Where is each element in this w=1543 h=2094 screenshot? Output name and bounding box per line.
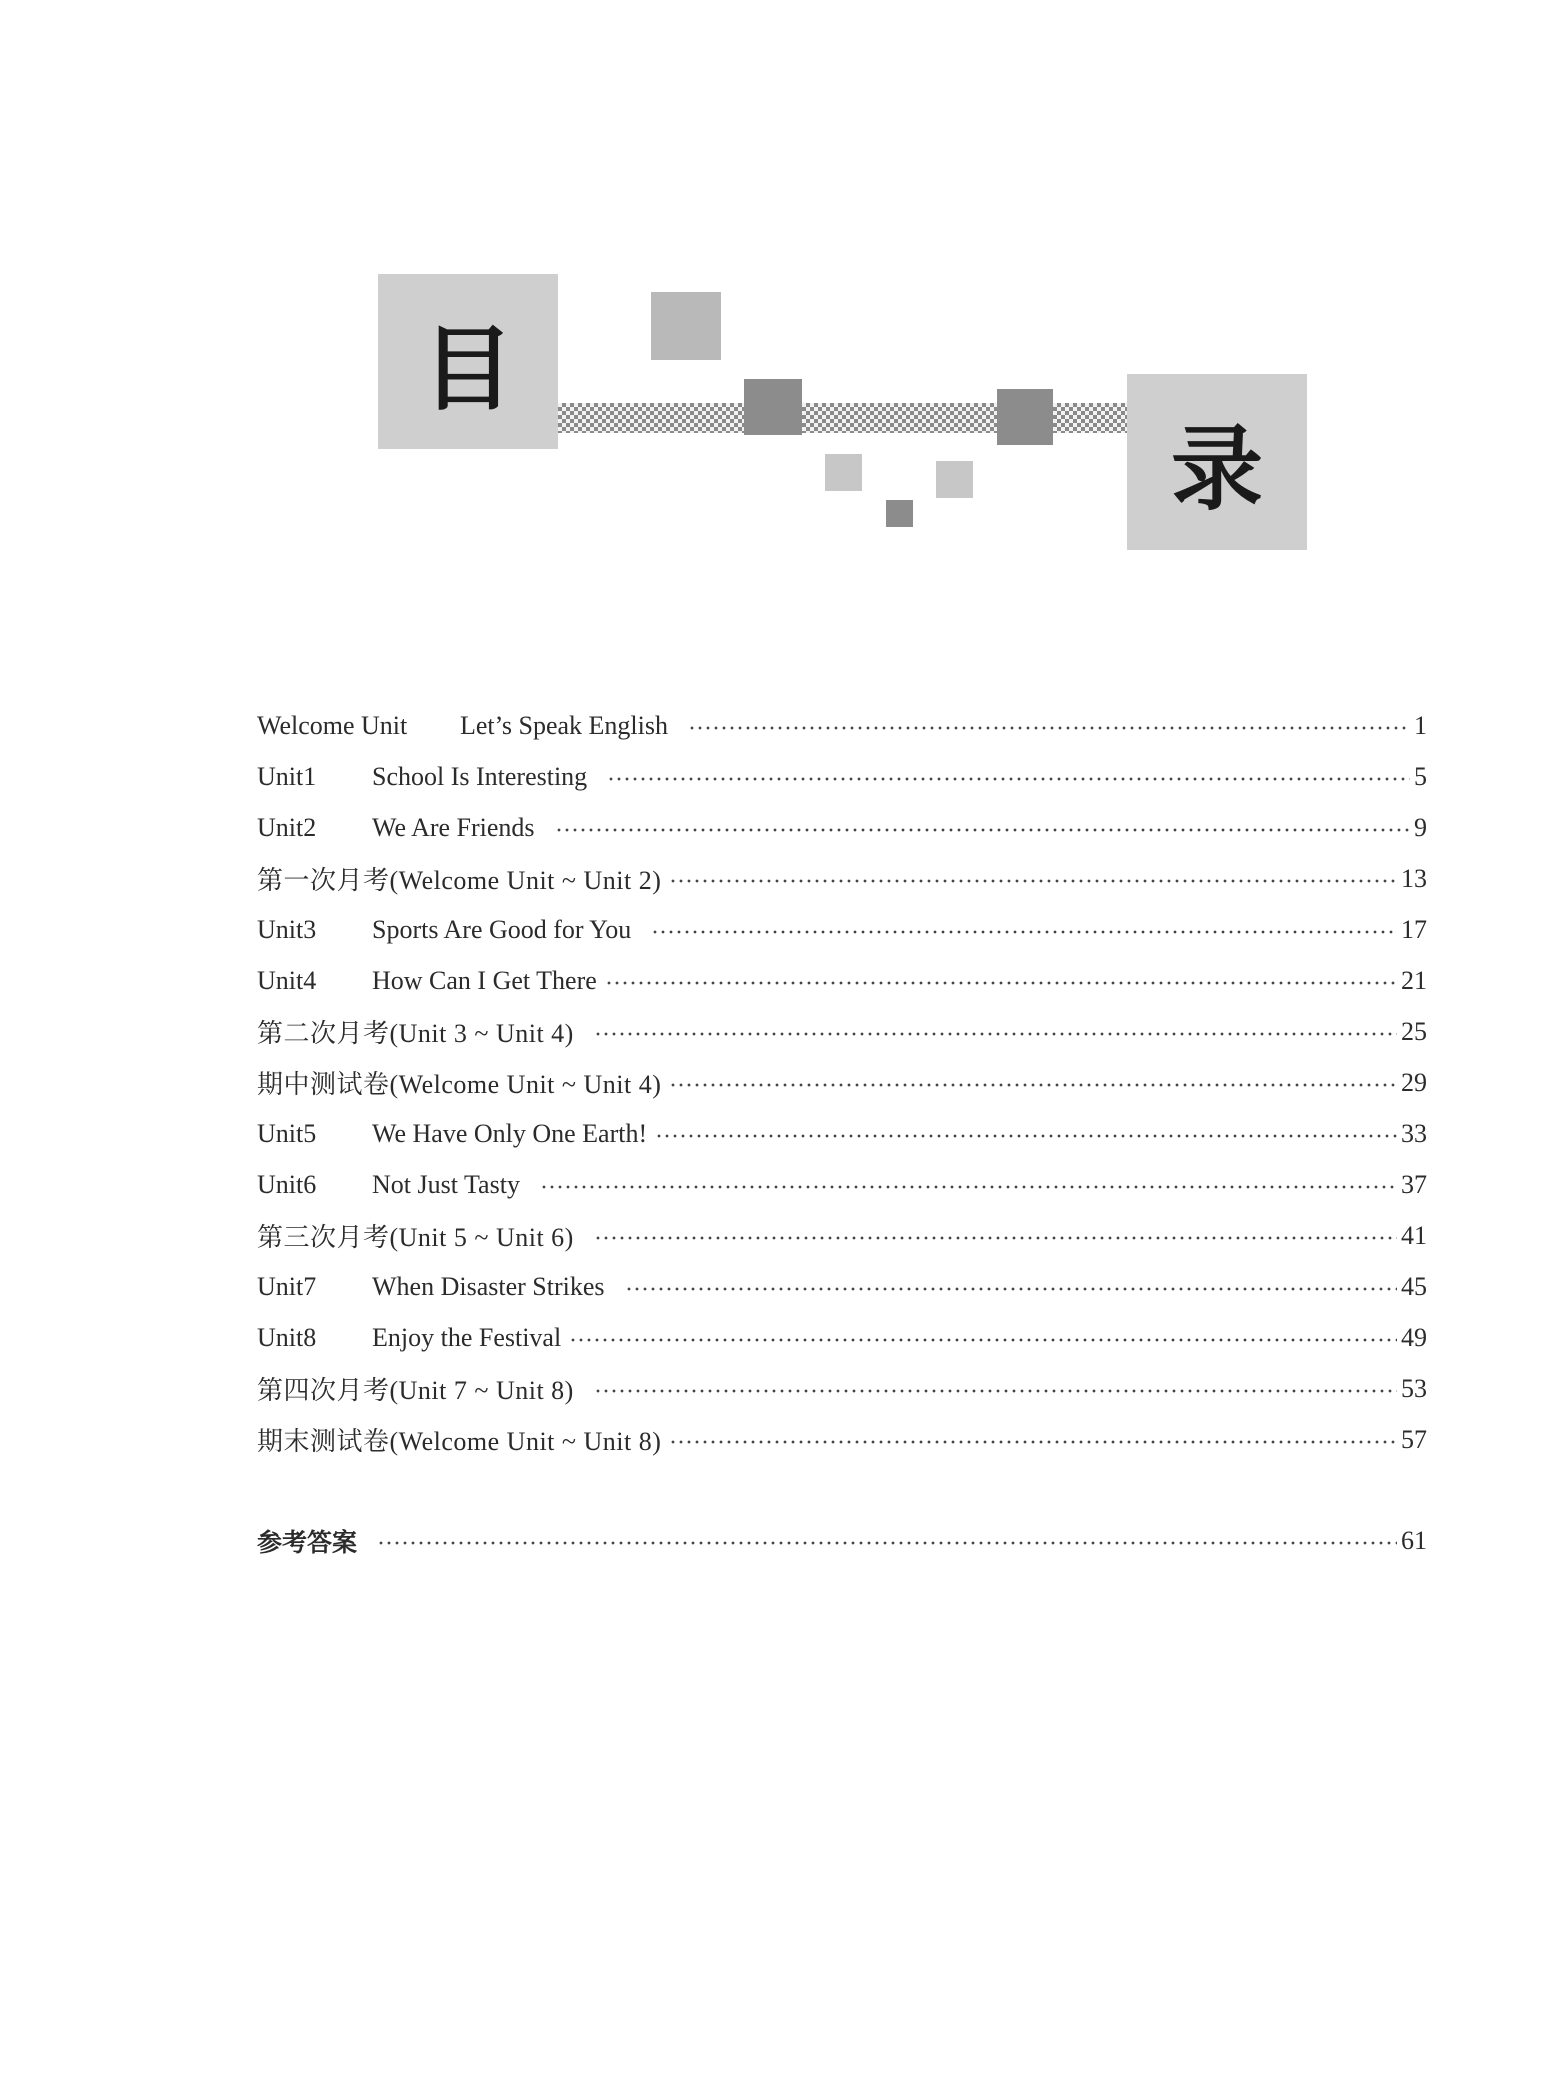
contents-header-ornament xyxy=(0,0,1543,600)
toc-page-number: 9 xyxy=(1414,812,1427,842)
toc-page-number: 17 xyxy=(1401,914,1427,944)
toc-entry[interactable] xyxy=(257,1312,1427,1363)
toc-entry-title: 参考答案 xyxy=(257,1527,358,1557)
toc-entry-exam[interactable] xyxy=(257,1414,1427,1465)
decorative-square xyxy=(936,461,973,498)
toc-entry-title: 期末测试卷(Welcome Unit ~ Unit 8) xyxy=(257,1427,662,1456)
toc-entry-exam[interactable] xyxy=(257,1363,1427,1414)
toc-entry-title: Sports Are Good for You xyxy=(372,914,632,944)
contents-title-char-right: 录 xyxy=(1127,374,1307,550)
toc-unit-label: Unit7 xyxy=(257,1271,317,1301)
toc-entry[interactable] xyxy=(257,802,1427,853)
toc-entry-exam[interactable] xyxy=(257,1210,1427,1261)
toc-page-number: 1 xyxy=(1414,710,1427,740)
dot-leader xyxy=(540,1185,1397,1189)
dot-leader xyxy=(555,828,1410,832)
toc-entry[interactable] xyxy=(257,904,1427,955)
toc-page-number: 29 xyxy=(1401,1067,1427,1097)
toc-unit-label: Unit5 xyxy=(257,1118,317,1148)
dot-leader xyxy=(651,930,1397,934)
dot-leader xyxy=(377,1541,1397,1545)
toc-page-number: 49 xyxy=(1401,1322,1427,1352)
toc-entry-exam[interactable] xyxy=(257,1006,1427,1057)
toc-entry[interactable] xyxy=(257,955,1427,1006)
decorative-square xyxy=(997,389,1053,445)
dot-leader xyxy=(594,1236,1397,1240)
toc-entry-title: Enjoy the Festival xyxy=(372,1322,562,1352)
toc-page-number: 41 xyxy=(1401,1220,1427,1250)
toc-unit-label: Unit6 xyxy=(257,1169,317,1199)
toc-entry-answers[interactable] xyxy=(257,1515,1427,1566)
dot-leader xyxy=(688,726,1410,730)
toc-entry[interactable] xyxy=(257,700,1427,751)
toc-entry-title: Not Just Tasty xyxy=(372,1169,520,1199)
toc-entry-title: We Have Only One Earth! xyxy=(372,1118,648,1148)
toc-page-number: 53 xyxy=(1401,1373,1427,1403)
dot-leader xyxy=(655,1134,1397,1138)
toc-entry-title: 第一次月考(Welcome Unit ~ Unit 2) xyxy=(257,866,662,895)
checker-strip xyxy=(1053,403,1127,433)
toc-unit-label: Unit8 xyxy=(257,1322,317,1352)
toc-page-number: 5 xyxy=(1414,761,1427,791)
toc-entry[interactable] xyxy=(257,751,1427,802)
dot-leader xyxy=(669,879,1397,883)
toc-entry-title: How Can I Get There xyxy=(372,965,597,995)
toc-entry[interactable] xyxy=(257,1261,1427,1312)
toc-unit-label: Welcome Unit xyxy=(257,710,408,740)
toc-page-number: 21 xyxy=(1401,965,1427,995)
toc-entry-title: 第三次月考(Unit 5 ~ Unit 6) xyxy=(257,1223,574,1252)
dot-leader xyxy=(569,1338,1397,1342)
toc-unit-label: Unit2 xyxy=(257,812,317,842)
toc-entry-exam[interactable] xyxy=(257,853,1427,904)
decorative-square xyxy=(886,500,913,527)
toc-entry-exam[interactable] xyxy=(257,1057,1427,1108)
decorative-square xyxy=(744,379,802,435)
toc-unit-label: Unit3 xyxy=(257,914,317,944)
toc-entry[interactable] xyxy=(257,1108,1427,1159)
dot-leader xyxy=(607,777,1410,781)
toc-entry-title: 期中测试卷(Welcome Unit ~ Unit 4) xyxy=(257,1070,662,1099)
table-of-contents xyxy=(257,700,1427,1566)
toc-entry-title: When Disaster Strikes xyxy=(372,1271,605,1301)
dot-leader xyxy=(625,1287,1397,1291)
checker-strip xyxy=(558,403,744,433)
contents-title-char-left: 目 xyxy=(378,274,558,449)
toc-page-number: 57 xyxy=(1401,1424,1427,1454)
toc-page-number: 13 xyxy=(1401,863,1427,893)
toc-page-number: 33 xyxy=(1401,1118,1427,1148)
decorative-square xyxy=(825,454,862,491)
toc-entry[interactable] xyxy=(257,1159,1427,1210)
toc-entry-title: Let’s Speak English xyxy=(460,710,668,740)
toc-page-number: 25 xyxy=(1401,1016,1427,1046)
dot-leader xyxy=(594,1032,1397,1036)
toc-entry-title: School Is Interesting xyxy=(372,761,588,791)
toc-unit-label: Unit1 xyxy=(257,761,317,791)
toc-entry-title: 第四次月考(Unit 7 ~ Unit 8) xyxy=(257,1376,574,1405)
toc-unit-label: Unit4 xyxy=(257,965,317,995)
toc-entry-title: We Are Friends xyxy=(372,812,535,842)
checker-strip xyxy=(802,403,997,433)
toc-page-number: 37 xyxy=(1401,1169,1427,1199)
dot-leader xyxy=(669,1440,1397,1444)
toc-entry-title: 第二次月考(Unit 3 ~ Unit 4) xyxy=(257,1019,574,1048)
decorative-square xyxy=(651,292,721,360)
toc-page-number: 45 xyxy=(1401,1271,1427,1301)
dot-leader xyxy=(605,981,1397,985)
toc-page-number: 61 xyxy=(1401,1525,1427,1555)
dot-leader xyxy=(669,1083,1397,1087)
dot-leader xyxy=(594,1389,1397,1393)
